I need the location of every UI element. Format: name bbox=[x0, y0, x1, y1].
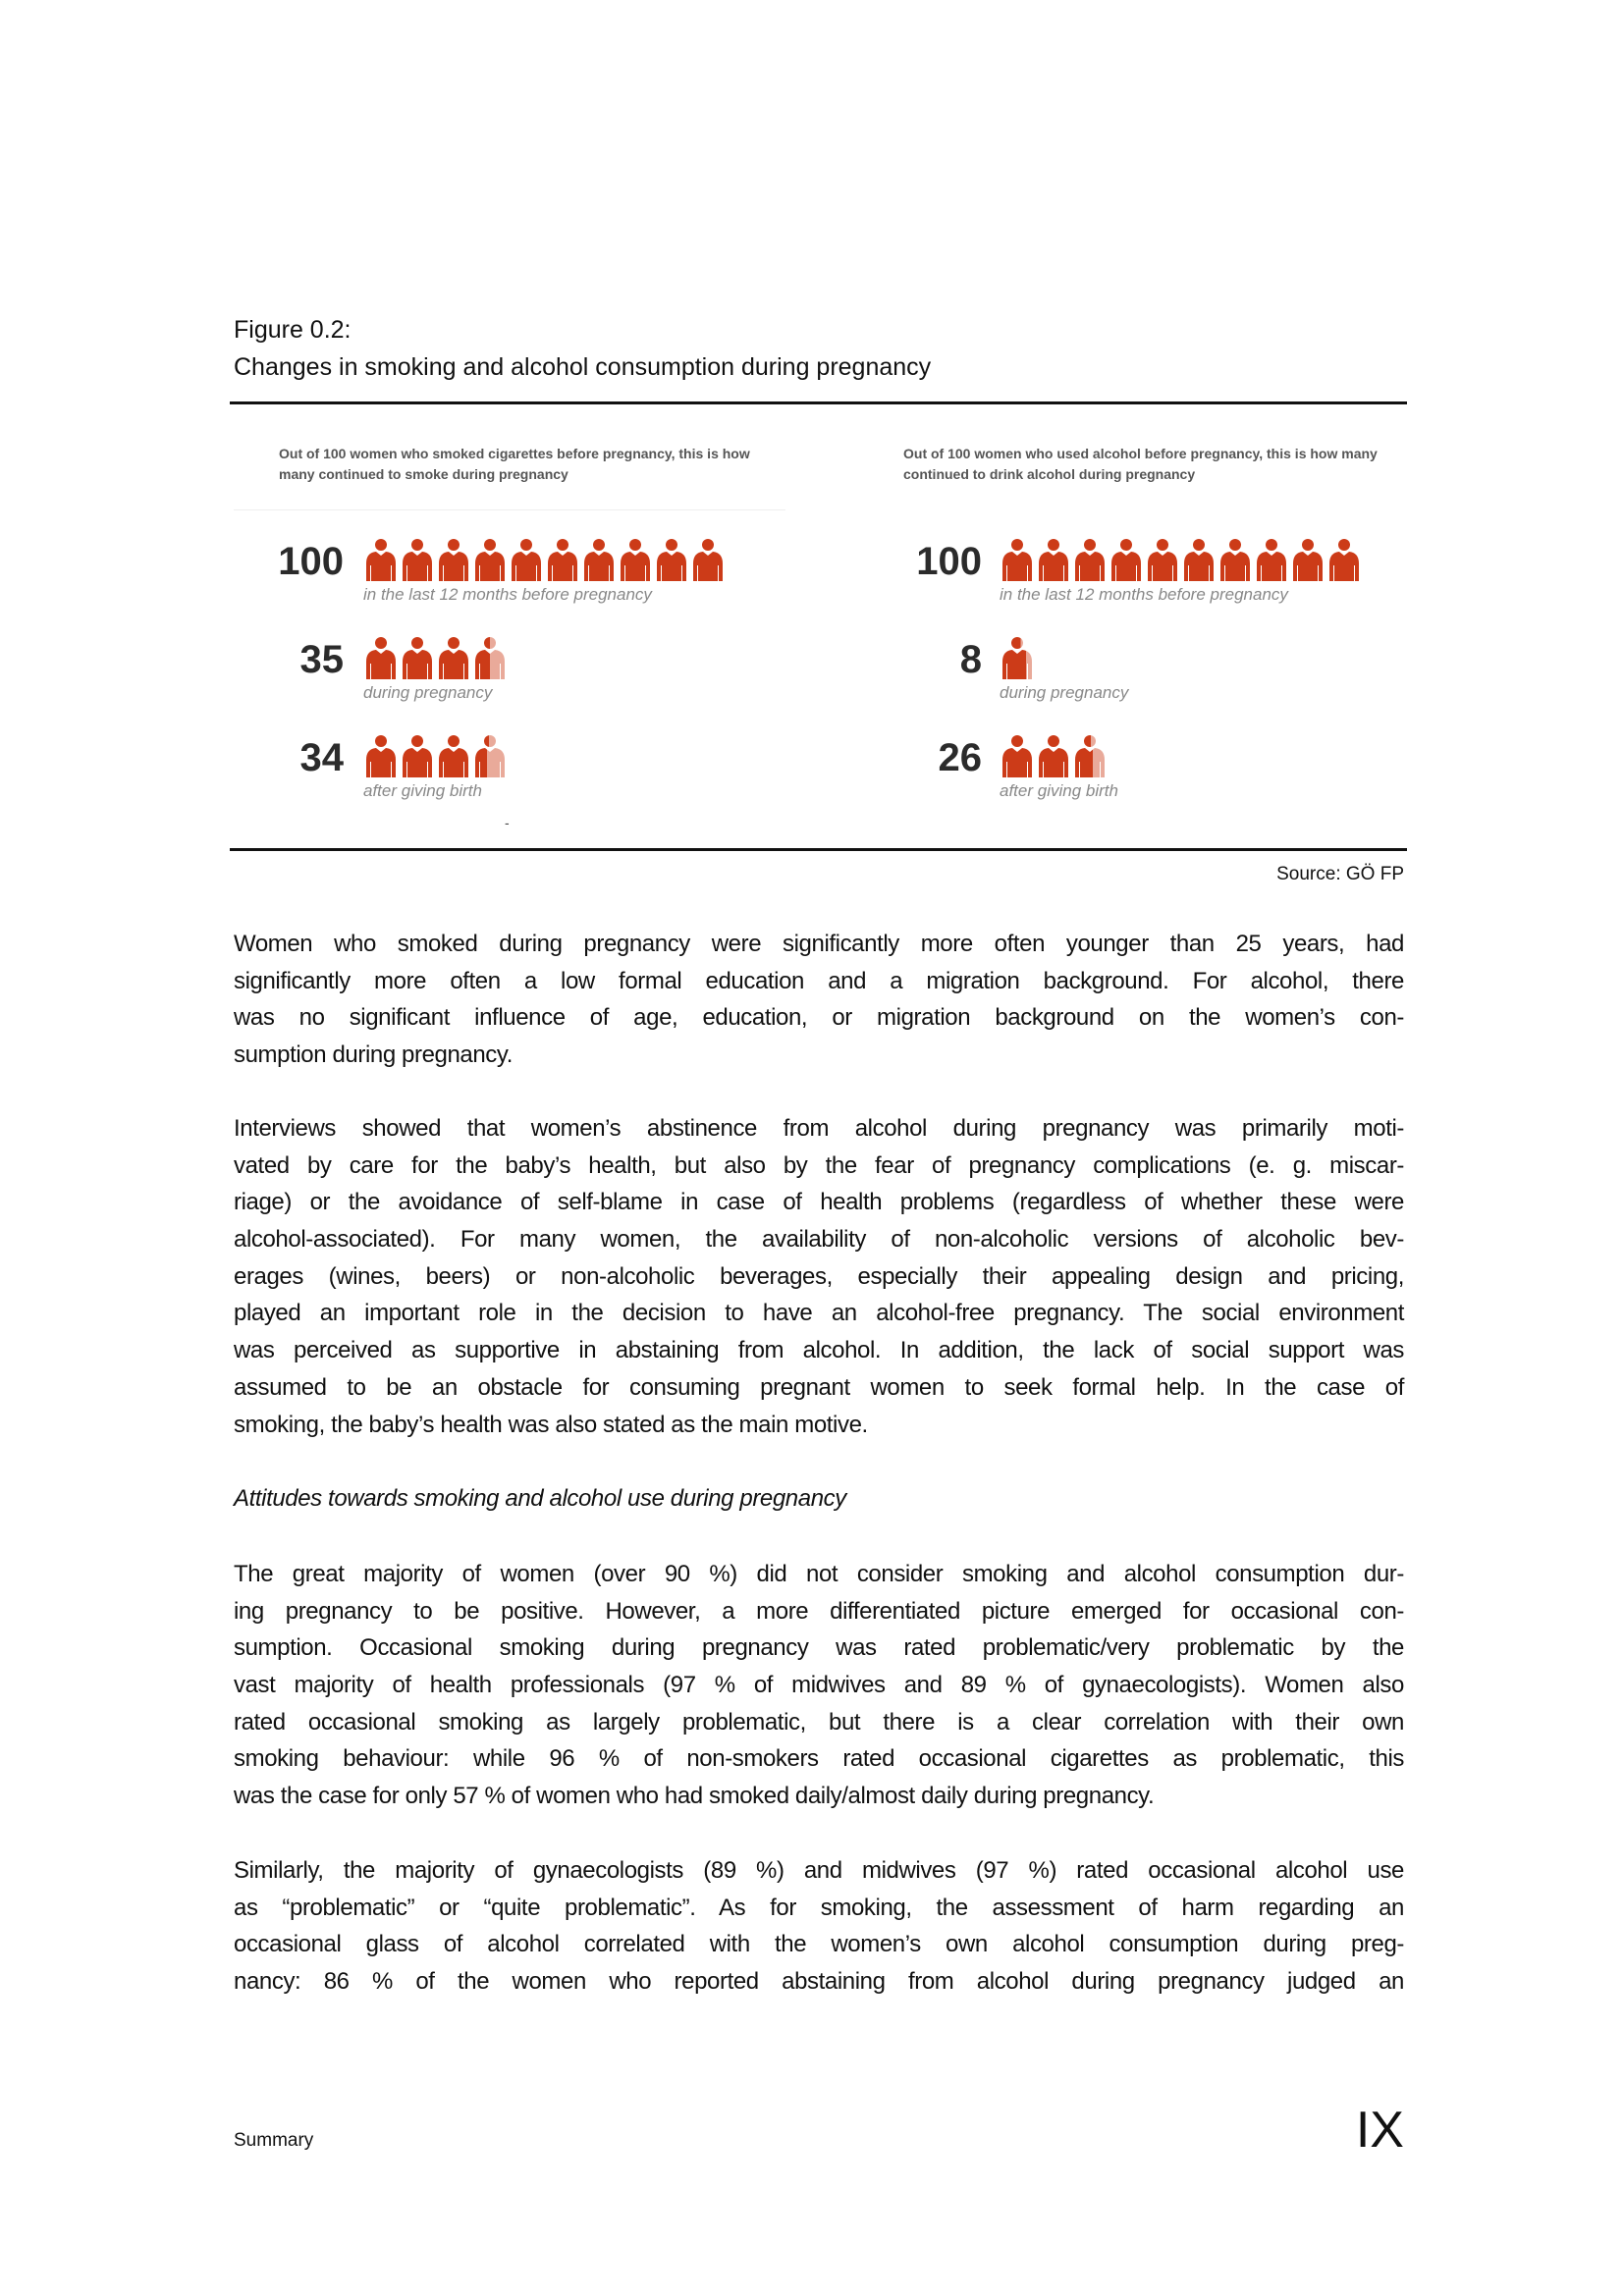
row-value: 8 bbox=[959, 638, 982, 681]
person-icon bbox=[1326, 538, 1362, 581]
text-line: rated occasional smoking as largely problematic, but there is a clear correlation with their own bbox=[234, 1708, 1404, 1735]
text-line: significantly more often a low formal education and a migration background. For alcohol, there bbox=[234, 967, 1404, 994]
person-icon bbox=[436, 538, 471, 581]
text-line: played an important role in the decision to have an alcohol-free pregnancy. The social environment bbox=[234, 1300, 1404, 1327]
person-icon bbox=[618, 538, 653, 581]
panel-divider bbox=[234, 509, 785, 510]
person-icon bbox=[363, 636, 399, 679]
footer-section: Summary bbox=[234, 2130, 314, 2151]
person-icon bbox=[436, 636, 471, 679]
text-line: vated by care for the baby’s health, but also by the fear of pregnancy complications (e. g. miscar- bbox=[234, 1151, 1404, 1179]
icon-row bbox=[1000, 636, 1036, 683]
paragraph bbox=[234, 926, 1404, 1074]
text-line: as “problematic” or “quite problematic”. As for smoking, the assessment of harm regarding an bbox=[234, 1894, 1404, 1921]
text-line: Interviews showed that women’s abstinence from alcohol during pregnancy was primarily moti- bbox=[234, 1115, 1404, 1142]
text-line: Women who smoked during pregnancy were significantly more often younger than 25 years, had bbox=[234, 931, 1404, 957]
person-icon bbox=[1072, 538, 1108, 581]
person-icon bbox=[1290, 538, 1325, 581]
paragraph bbox=[234, 1852, 1404, 2001]
person-icon bbox=[1036, 538, 1071, 581]
text-line: was perceived as supportive in abstaining from alcohol. In addition, the lack of social support was bbox=[234, 1337, 1404, 1364]
row-label: after giving birth bbox=[1000, 781, 1118, 800]
person-icon bbox=[1254, 538, 1289, 581]
text-line: nancy: 86 % of the women who reported abstaining from alcohol during pregnancy judged an bbox=[234, 1968, 1404, 1996]
person-icon bbox=[472, 734, 508, 777]
text-line: riage) or the avoidance of self-blame in case of health problems (regardless of whether these were bbox=[234, 1189, 1404, 1216]
icon-row bbox=[363, 538, 727, 585]
text-line: smoking, the baby’s health was also stated as the main motive. bbox=[234, 1411, 868, 1438]
person-icon bbox=[690, 538, 726, 581]
row-label: in the last 12 months before pregnancy bbox=[363, 585, 652, 604]
person-icon bbox=[400, 734, 435, 777]
text-line: was no significant influence of age, education, or migration background on the women’s con- bbox=[234, 1004, 1404, 1032]
section-heading bbox=[234, 1480, 1404, 1518]
text-line: vast majority of health professionals (97 % of midwives and 89 % of gynaecologists). Women also bbox=[234, 1672, 1404, 1699]
text-line: ing pregnancy to be positive. However, a more differentiated picture emerged for occasional con- bbox=[234, 1597, 1404, 1625]
text-line: The great majority of women (over 90 %) did not consider smoking and alcohol consumption dur- bbox=[234, 1561, 1404, 1587]
text-line: was the case for only 57 % of women who had smoked daily/almost daily during pregnancy. bbox=[234, 1783, 1155, 1810]
text-line: smoking behaviour: while 96 % of non-smokers rated occasional cigarettes as problematic, this bbox=[234, 1745, 1404, 1773]
person-icon bbox=[472, 538, 508, 581]
person-icon bbox=[400, 636, 435, 679]
person-icon bbox=[654, 538, 689, 581]
person-icon bbox=[436, 734, 471, 777]
bottom-rule bbox=[230, 848, 1407, 851]
footnote-mark: - bbox=[505, 815, 510, 830]
icon-row bbox=[363, 734, 509, 781]
figure-title: Changes in smoking and alcohol consumption during pregnancy bbox=[234, 353, 932, 381]
person-icon bbox=[1000, 538, 1035, 581]
paragraph bbox=[234, 1110, 1404, 1443]
panel-subtitle: Out of 100 women who smoked cigarettes before pregnancy, this is how many continued to smoke during pregnancy bbox=[279, 446, 750, 482]
person-icon bbox=[1072, 734, 1108, 777]
icon-row bbox=[363, 636, 509, 683]
person-icon bbox=[545, 538, 580, 581]
person-icon bbox=[1000, 636, 1035, 679]
page-number: IX bbox=[1355, 2102, 1404, 2159]
person-icon bbox=[1217, 538, 1253, 581]
row-value: 34 bbox=[299, 736, 344, 779]
figure-label: Figure 0.2: bbox=[234, 316, 352, 344]
figure-source: Source: GÖ FP bbox=[1276, 864, 1404, 884]
panel-subtitle: Out of 100 women who used alcohol before pregnancy, this is how many continued to drink alcohol during pregnancy bbox=[903, 446, 1378, 482]
text-line: Attitudes towards smoking and alcohol use during pregnancy bbox=[234, 1485, 846, 1512]
person-icon bbox=[1000, 734, 1035, 777]
text-line: occasional glass of alcohol correlated with the women’s own alcohol consumption during preg- bbox=[234, 1931, 1404, 1958]
row-label: in the last 12 months before pregnancy bbox=[1000, 585, 1288, 604]
text-line: erages (wines, beers) or non-alcoholic beverages, especially their appealing design and pricing, bbox=[234, 1262, 1404, 1290]
person-icon bbox=[509, 538, 544, 581]
text-line: assumed to be an obstacle for consuming pregnant women to seek formal help. In the case of bbox=[234, 1373, 1404, 1401]
text-line: alcohol-associated). For many women, the availability of non-alcoholic versions of alcoholic bev- bbox=[234, 1226, 1404, 1254]
person-icon bbox=[400, 538, 435, 581]
text-line: sumption during pregnancy. bbox=[234, 1041, 513, 1069]
person-icon bbox=[1145, 538, 1180, 581]
row-value: 26 bbox=[938, 736, 982, 779]
row-value: 100 bbox=[916, 540, 982, 583]
paragraph bbox=[234, 1556, 1404, 1815]
row-label: during pregnancy bbox=[1000, 683, 1129, 702]
text-line: Similarly, the majority of gynaecologists (89 %) and midwives (97 %) rated occasional alcohol use bbox=[234, 1857, 1404, 1884]
person-icon bbox=[1036, 734, 1071, 777]
row-value: 100 bbox=[278, 540, 344, 583]
person-icon bbox=[363, 734, 399, 777]
top-rule bbox=[230, 401, 1407, 404]
person-icon bbox=[472, 636, 508, 679]
icon-row bbox=[1000, 734, 1109, 781]
text-line: sumption. Occasional smoking during pregnancy was rated problematic/very problematic by the bbox=[234, 1634, 1404, 1662]
row-label: during pregnancy bbox=[363, 683, 493, 702]
row-label: after giving birth bbox=[363, 781, 482, 800]
person-icon bbox=[581, 538, 617, 581]
person-icon bbox=[363, 538, 399, 581]
person-icon bbox=[1109, 538, 1144, 581]
icon-row bbox=[1000, 538, 1363, 585]
person-icon bbox=[1181, 538, 1217, 581]
row-value: 35 bbox=[299, 638, 344, 681]
